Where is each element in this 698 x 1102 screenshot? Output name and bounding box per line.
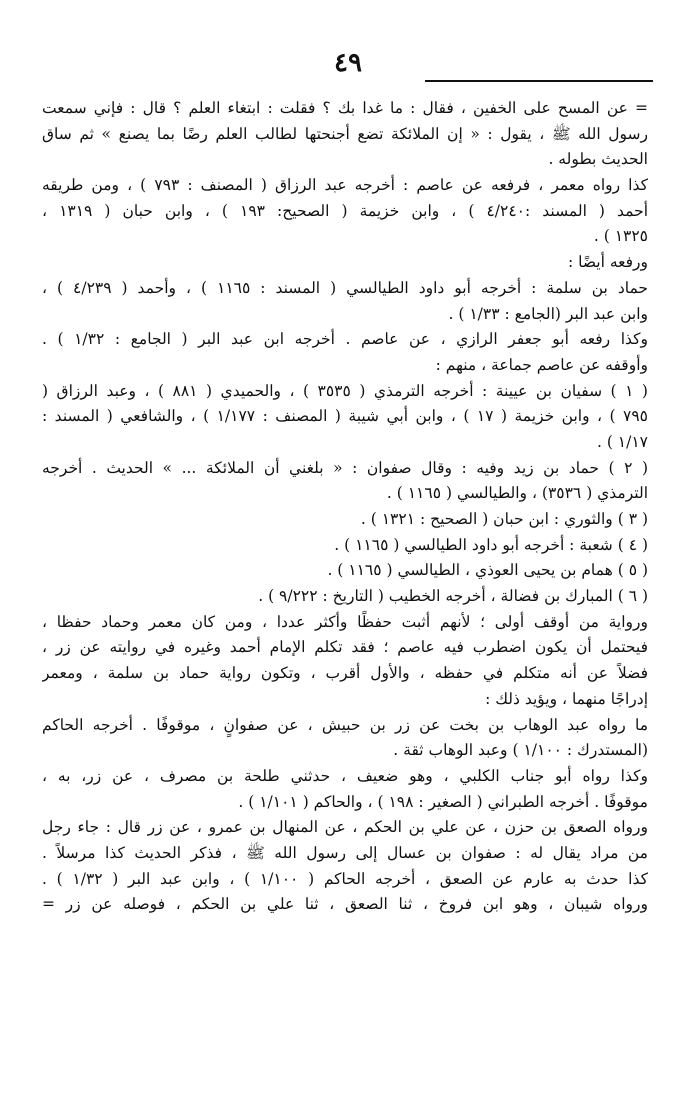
text-line: وكذا رفعه أبو جعفر الرازي ، عن عاصم . أخرجه ابن عبد البر ( الجامع : ١/٣٢ ) .	[42, 330, 648, 349]
text-line: كذا حدث به عارم عن الصعق ، أخرجه الحاكم ( ١/١٠٠ ) ، وابن عبد البر ( ١/٣٢ ) .	[42, 869, 648, 888]
text-line: من مراد يقال له : صفوان بن عسال إلى رسول الله ﷺ ، فذكر الحديث كذا مرسلاً .	[42, 843, 648, 862]
text-line: ٧٩٥ ) ، وابن خزيمة ( ١٧ ) ، وابن أبي شيبة ( المصنف : ١/١٧٧ ) ، والشافعي ( المسند :	[42, 407, 648, 426]
text-line: موقوفًا . أخرجه الطبراني ( الصغير : ١٩٨ ) ، والحاكم ( ١/١٠١ ) .	[238, 792, 648, 811]
text-line: حماد بن سلمة : أخرجه أبو داود الطيالسي ( المسند : ١١٦٥ ) ، وأحمد ( ٤/٢٣٩ ) ،	[42, 278, 648, 297]
text-line: ورفعه أيضًا :	[567, 253, 648, 272]
text-line: ( ٦ ) المبارك بن فضالة ، أخرجه الخطيب ( التاريخ : ٩/٢٢٢ ) .	[258, 587, 648, 606]
text-line: رسول الله ﷺ ، يقول : « إن الملائكة تضع أجنحتها لطالب العلم رضًا بما يصنع » ثم ساق	[42, 124, 648, 143]
text-line: وابن عبد البر (الجامع : ١/٣٣ ) .	[448, 304, 648, 323]
text-line: فيحتمل أن يكون اضطرب فيه عاصم ؛ فقد تكلم الإمام أحمد وغيره في روايته عن زر ،	[42, 638, 648, 657]
text-line: أحمد ( المسند :٤/٢٤٠ ) ، وابن خزيمة ( الصحيح: ١٩٣ ) ، وابن حبان ( ١٣١٩ ،	[42, 201, 648, 220]
text-line: فضلاً عن أنه متكلم في حفظه ، والأول أقرب ، وتكون رواية حماد بن سلمة ، ومعمر	[42, 664, 648, 683]
text-line: كذا رواه معمر ، فرفعه عن عاصم : أخرجه عبد الرزاق ( المصنف : ٧٩٣ ) ، ومن طريقه	[42, 176, 648, 195]
text-line: وأوقفه عن عاصم جماعة ، منهم :	[435, 355, 648, 374]
page-number: ٤٩	[334, 48, 362, 78]
text-line: ورواه شيبان ، وهو ابن فروخ ، ثنا الصعق ، ثنا علي بن الحكم ، فوصله عن زر =	[42, 895, 648, 914]
text-line: الحديث بطوله .	[548, 150, 648, 169]
text-line: ما رواه عبد الوهاب بن بخت عن زر بن حبيش ، عن صفوانٍ ، موقوفًا . أخرجه الحاكم	[42, 715, 648, 734]
text-line: ورواية من أوقف أولى ؛ لأنهم أثبت حفظًا وأكثر عددا ، ومن كان معمر وحماد حفظا ،	[42, 612, 648, 631]
text-line: وكذا رواه أبو جناب الكلبي ، وهو ضعيف ، حدثني طلحة بن مصرف ، عن زر، به ،	[42, 766, 648, 785]
text-line: ( ٥ ) همام بن يحيى العوذي ، الطيالسي ( ١١٦٥ ) .	[327, 561, 648, 580]
footnote-body	[42, 96, 648, 918]
text-line: ١/١٧ ) .	[596, 432, 648, 451]
text-line: الترمذي ( ٣٥٣٦) ، والطيالسي ( ١١٦٥ ) .	[386, 484, 648, 503]
text-line: = عن المسح على الخفين ، فقال : ما غدا بك ؟ فقلت : ابتغاء العلم ؟ قال : فإني سمعت	[42, 99, 648, 117]
text-line: ( ٤ ) شعبة : أخرجه أبو داود الطيالسي ( ١١٦٥ ) .	[334, 535, 648, 554]
text-line: (المستدرك : ١/١٠٠ ) وعبد الوهاب ثقة .	[393, 741, 648, 760]
text-line: ١٣٢٥ ) .	[593, 227, 648, 246]
text-line: إدراجًا منهما ، ويؤيد ذلك :	[485, 689, 648, 708]
text-line: ( ٣ ) والثوري : ابن حبان ( الصحيح : ١٣٢١ ) .	[360, 510, 648, 528]
text-line: ( ٢ ) حماد بن زيد وفيه : وقال صفوان : « بلغني أن الملائكة ... » الحديث . أخرجه	[42, 458, 648, 477]
header-rule	[425, 80, 653, 82]
text-line: ( ١ ) سفيان بن عيينة : أخرجه الترمذي ( ٣٥٣٥ ) ، والحميدي ( ٨٨١ ) ، وعبد الرزاق (	[42, 381, 648, 400]
text-line: ورواه الصعق بن حزن ، عن علي بن الحكم ، عن المنهال بن عمرو ، عن زر قال : جاء رجل	[42, 818, 648, 837]
